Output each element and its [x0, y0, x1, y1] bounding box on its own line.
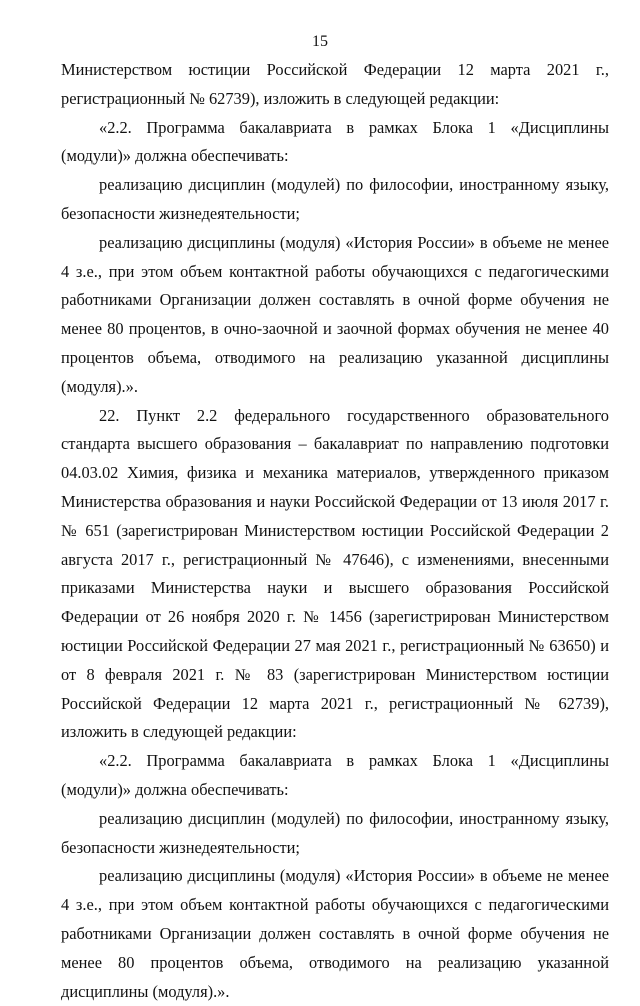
paragraph-disciplines: реализацию дисциплин (модулей) по философии, иностранному языку, безопасности жизнедеятельности;: [61, 808, 609, 857]
paragraph-history-discipline: реализацию дисциплины (модуля) «История России» в объеме не менее 4 з.е., при этом объем контактной работы обучающихся с педагогическими работниками Организации должен составлять в очной форме обучения не менее 80 процентов объема, отводимого на реализацию указанной дисциплины (модуля).».: [61, 866, 609, 1001]
paragraph-quoted-clause: «2.2. Программа бакалавриата в рамках Блока 1 «Дисциплины (модули)» должна обеспечивать:: [61, 117, 609, 166]
paragraph-disciplines: реализацию дисциплин (модулей) по философии, иностранному языку, безопасности жизнедеятельности;: [61, 175, 609, 223]
document-body: [61, 56, 609, 1006]
paragraph-continuation: Министерством юстиции Российской Федерации 12 марта 2021 г., регистрационный № 62739), изложить в следующей редакции:: [61, 60, 609, 108]
paragraph-quoted-clause: «2.2. Программа бакалавриата в рамках Блока 1 «Дисциплины (модули)» должна обеспечивать:: [61, 751, 609, 799]
paragraph-history-discipline: реализацию дисциплины (модуля) «История России» в объеме не менее 4 з.е., при этом объем контактной работы обучающихся с педагогическими работниками Организации должен составлять в очной форме обучения не менее 80 процентов, в очно-заочной и заочной формах обучения не менее 40 процентов объема, отводимого на реализацию указанной дисциплины (модуля).».: [61, 232, 609, 396]
paragraph-item-22: 22. Пункт 2.2 федерального государственного образовательного стандарта высшего образования – бакалавриат по направлению подготовки 04.03.02 Химия, физика и механика материалов, утвержденного приказом Министерства образования и науки Российской Федерации от 13 июля 2017 г. № 651 (зарегистрирован Министерством юстиции Российской Федерации 2 августа 2017 г., регистрационный № 47646), с изменениями, внесенными приказами Министерства науки и высшего образования Российской Федерации от 26 ноября 2020 г. № 1456 (зарегистрирован Министерством юстиции Российской Федерации 27 мая 2021 г., регистрационный № 63650) и от 8 февраля 2021 г. № 83 (зарегистрирован Министерством юстиции Российской Федерации 12 марта 2021 г., регистрационный № 62739), изложить в следующей редакции:: [61, 405, 609, 742]
page-number: 15: [312, 33, 328, 50]
